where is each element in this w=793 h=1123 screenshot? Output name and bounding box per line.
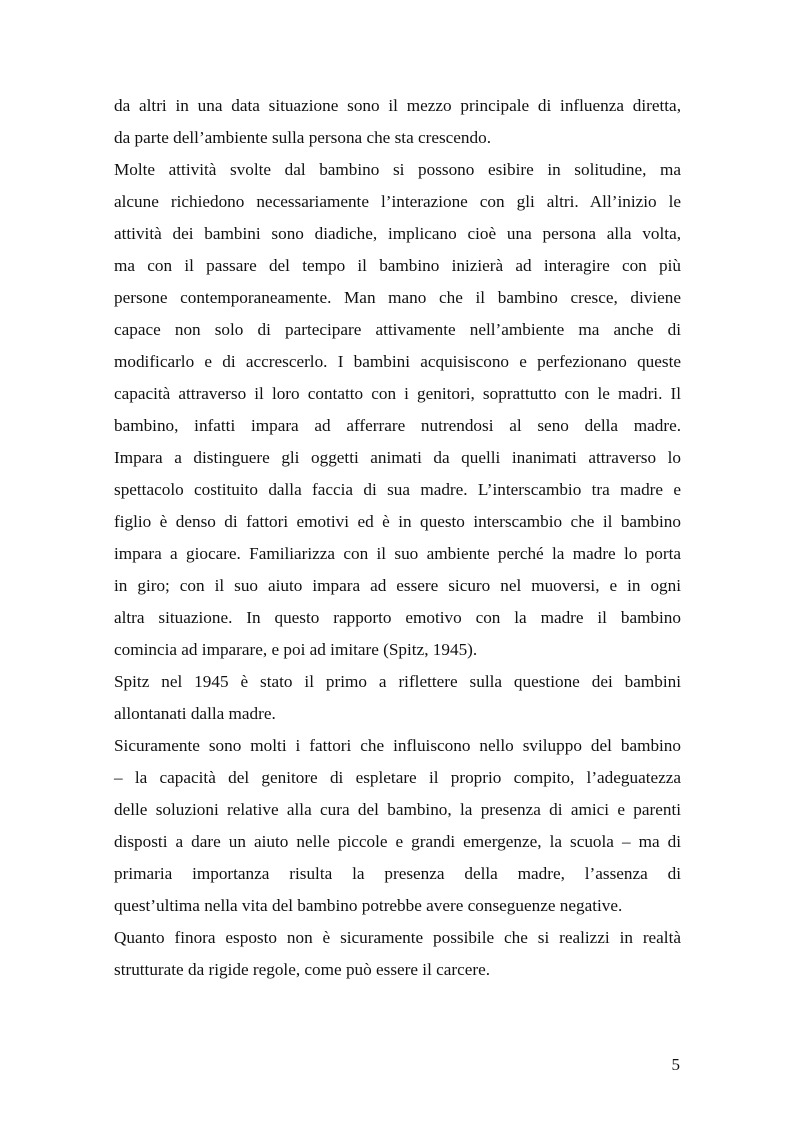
paragraph bbox=[114, 154, 681, 666]
text-line: strutturate da rigide regole, come può essere il carcere. bbox=[114, 960, 491, 979]
text-line: in giro; con il suo aiuto impara ad essere sicuro nel muoversi, e in ogni bbox=[114, 576, 681, 595]
text-line: disposti a dare un aiuto nelle piccole e grandi emergenze, la scuola – ma di bbox=[114, 832, 681, 851]
paragraph bbox=[114, 90, 681, 154]
text-line: delle soluzioni relative alla cura del bambino, la presenza di amici e parenti bbox=[114, 800, 681, 819]
document-body bbox=[114, 90, 681, 986]
paragraph bbox=[114, 730, 681, 922]
text-line: figlio è denso di fattori emotivi ed è in questo interscambio che il bambino bbox=[114, 512, 681, 531]
text-line: spettacolo costituito dalla faccia di sua madre. L’interscambio tra madre e bbox=[114, 480, 681, 499]
page-number: 5 bbox=[671, 1055, 680, 1074]
text-line: impara a giocare. Familiarizza con il suo ambiente perché la madre lo porta bbox=[114, 544, 681, 563]
text-line: – la capacità del genitore di espletare il proprio compito, l’adeguatezza bbox=[114, 768, 681, 787]
text-line: capace non solo di partecipare attivamente nell’ambiente ma anche di bbox=[114, 320, 681, 339]
paragraph bbox=[114, 922, 681, 986]
text-line: da parte dell’ambiente sulla persona che sta crescendo. bbox=[114, 128, 492, 147]
text-line: Quanto finora esposto non è sicuramente possibile che si realizzi in realtà bbox=[114, 928, 681, 947]
text-line: altra situazione. In questo rapporto emotivo con la madre il bambino bbox=[114, 608, 681, 627]
text-line: Molte attività svolte dal bambino si possono esibire in solitudine, ma bbox=[114, 160, 681, 179]
text-line: capacità attraverso il loro contatto con i genitori, soprattutto con le madri. Il bbox=[114, 384, 681, 403]
text-line: Impara a distinguere gli oggetti animati da quelli inanimati attraverso lo bbox=[114, 448, 681, 467]
text-line: bambino, infatti impara ad afferrare nutrendosi al seno della madre. bbox=[114, 416, 681, 435]
text-line: primaria importanza risulta la presenza della madre, l’assenza di bbox=[114, 864, 681, 883]
text-line: alcune richiedono necessariamente l’interazione con gli altri. All’inizio le bbox=[114, 192, 681, 211]
text-line: persone contemporaneamente. Man mano che il bambino cresce, diviene bbox=[114, 288, 681, 307]
text-line: Spitz nel 1945 è stato il primo a riflettere sulla questione dei bambini bbox=[114, 672, 681, 691]
text-line: da altri in una data situazione sono il mezzo principale di influenza diretta, bbox=[114, 96, 681, 115]
text-line: Sicuramente sono molti i fattori che influiscono nello sviluppo del bambino bbox=[114, 736, 681, 755]
text-line: attività dei bambini sono diadiche, implicano cioè una persona alla volta, bbox=[114, 224, 681, 243]
text-line: modificarlo e di accrescerlo. I bambini acquisiscono e perfezionano queste bbox=[114, 352, 681, 371]
text-line: comincia ad imparare, e poi ad imitare (Spitz, 1945). bbox=[114, 640, 478, 659]
paragraph bbox=[114, 666, 681, 730]
text-line: allontanati dalla madre. bbox=[114, 704, 276, 723]
text-line: ma con il passare del tempo il bambino inizierà ad interagire con più bbox=[114, 256, 681, 275]
text-line: quest’ultima nella vita del bambino potrebbe avere conseguenze negative. bbox=[114, 896, 623, 915]
